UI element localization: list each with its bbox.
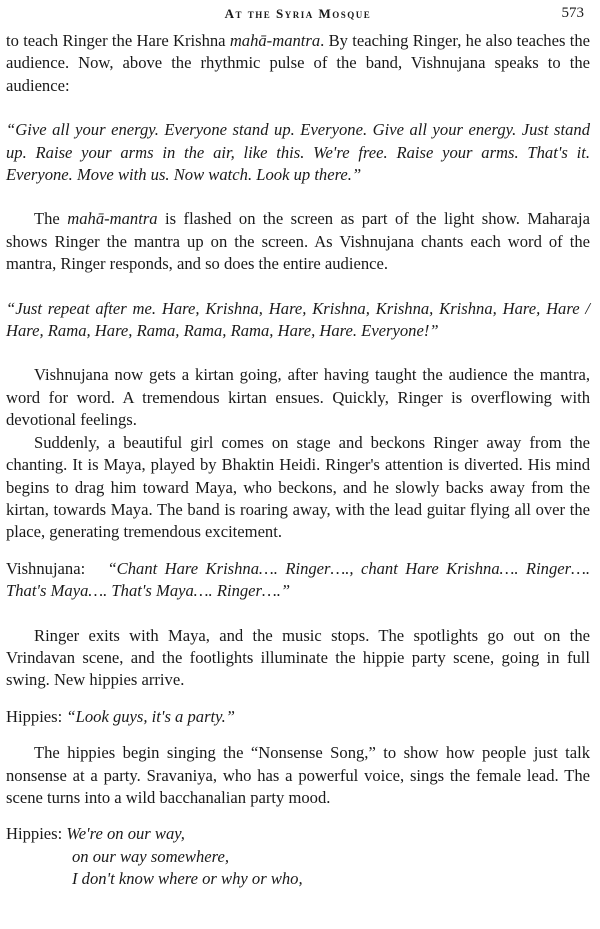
- term-maha-mantra: mahā-mantra: [67, 209, 158, 229]
- song-lyrics: [6, 823, 590, 890]
- term-maha-mantra: mahā-mantra: [229, 31, 321, 50]
- dialogue-vishnujana: [6, 558, 590, 603]
- paragraph-nonsense-song: The hippies begin singing the “Nonsense Song,” to show how people just talk nonsense at a party. Sravaniya, who has a powerful voice, sings the female lead. The scene turns into a wild bacchanalian party mood.: [6, 743, 590, 807]
- paragraph-maya: Suddenly, a beautiful girl comes on stage and beckons Ringer away from the chanting. It is Maya, played by Bhaktin Heidi. Ringer's attention is diverted. His mind begins to drag him toward Maya, who beckons, and he slowly backs away from the kirtan, towards Maya. The band is roaring away, with the lead guitar flying all over the place, generating tremendous excitement.: [6, 432, 590, 542]
- page-number: 573: [561, 5, 584, 21]
- song-line: on our way somewhere,: [72, 846, 230, 866]
- song-line: I don't know where or why or who,: [72, 869, 303, 889]
- paragraph-mantra-screen: The mahā-mantra is flashed on the screen as part of the light show. Maharaja shows Ringer the mantra up on the screen. As Vishnujana chants each word of the mantra, Ringer responds, and so does the entire audience.: [6, 209, 591, 274]
- body-text: [6, 30, 590, 891]
- song-line: Hippies: We're on our way,: [6, 824, 185, 844]
- paragraph-continuation: to teach Ringer the Hare Krishna mahā-mantra. By teaching Ringer, he also teaches the audience. Now, above the rhythmic pulse of the band, Vishnujana speaks to the audience:: [6, 31, 590, 95]
- page-header: [6, 0, 590, 30]
- speaker-label: Hippies:: [6, 706, 63, 726]
- dialogue-hippies: [6, 706, 590, 728]
- quote-vishnujana-energy: “Give all your energy. Everyone stand up. Everyone. Give all your energy. Just stand up. Raise your arms in the air, like this. We're free. Raise your arms. That's it. Everyone. Move with us. Now watch. Look up there.”: [6, 120, 590, 185]
- quote-repeat-mantra: “Just repeat after me. Hare, Krishna, Hare, Krishna, Krishna, Krishna, Hare, Hare / Hare, Rama, Hare, Rama, Rama, Rama, Hare, Hare. Everyone!”: [6, 298, 590, 341]
- paragraph-ringer-exits: Ringer exits with Maya, and the music stops. The spotlights go out on the Vrindavan scene, and the footlights illuminate the hippie party scene, going in full swing. New hippies arrive.: [6, 625, 590, 690]
- paragraph-kirtan: Vishnujana now gets a kirtan going, after having taught the audience the mantra, word for word. A tremendous kirtan ensues. Quickly, Ringer is overflowing with devotional feelings.: [6, 365, 590, 430]
- running-head: At the Syria Mosque: [224, 6, 372, 21]
- speaker-label: Vishnujana:: [6, 558, 86, 578]
- speaker-label: Hippies:: [6, 824, 63, 844]
- dialogue-line: “Look guys, it's a party.”: [66, 706, 235, 726]
- dialogue-line: “Chant Hare Krishna…. Ringer…., chant Hare Krishna…. Ringer…. That's Maya…. That's Maya…. Ringer….”: [6, 558, 590, 601]
